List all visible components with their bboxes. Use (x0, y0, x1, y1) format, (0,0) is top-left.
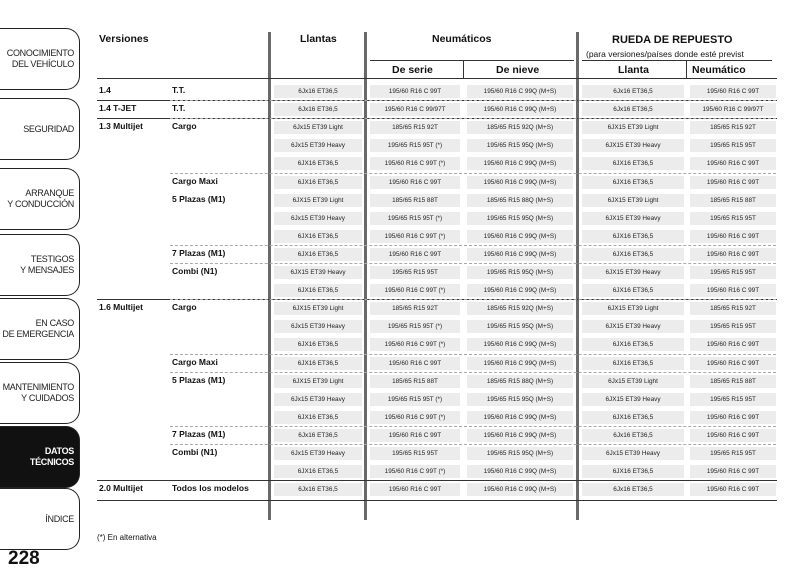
table-cell: 6JX16 ET36,5 (582, 176, 684, 189)
column-divider (364, 32, 367, 520)
rueda-underline (582, 60, 772, 61)
table-cell: 6JX16 ET36,5 (274, 465, 362, 478)
tab-testigos-y-mensajes[interactable]: TESTIGOS Y MENSAJES (0, 234, 80, 296)
neumaticos-underline (370, 60, 574, 61)
table-cell: 195/60 R16 C 99T (690, 357, 776, 370)
table-cell: 6Jx16 ET36,5 (582, 85, 684, 98)
table-cell: 6JX15 ET39 Heavy (582, 212, 684, 225)
header-rueda-llanta: Llanta (618, 64, 649, 76)
engine-label: 1.4 (99, 85, 111, 95)
engine-label: 1.3 Multijet (99, 121, 143, 132)
row-separator (170, 372, 776, 373)
table-cell: 195/60 R16 C 99T (*) (370, 230, 460, 243)
table-cell: 195/65 R15 95Q (M+S) (467, 447, 573, 460)
table-cell: 195/60 R16 C 99Q (M+S) (467, 176, 573, 189)
table-cell: 6JX16 ET36,5 (582, 338, 684, 351)
table-cell: 6Jx15 ET39 Light (582, 375, 684, 388)
table-cell: 195/65 R15 95Q (M+S) (467, 320, 573, 333)
tab-arranque-y-conducción[interactable]: ARRANQUE Y CONDUCCIÓN (0, 168, 80, 230)
table-cell: 6JX16 ET36,5 (274, 176, 362, 189)
table-cell: 195/60 R16 C 99T (370, 483, 460, 496)
table-cell: 195/60 R16 C 99T (690, 176, 776, 189)
table-cell: 195/65 R15 95Q (M+S) (467, 139, 573, 152)
table-cell: 185/65 R15 88Q (M+S) (467, 194, 573, 207)
tab-seguridad[interactable]: SEGURIDAD (0, 98, 80, 160)
table-cell: 195/60 R16 C 99T (690, 338, 776, 351)
row-separator (170, 263, 776, 264)
table-cell: 185/65 R15 92T (370, 302, 460, 315)
table-bottom-line (97, 500, 777, 501)
model-label: Cargo (172, 121, 197, 132)
row-separator (170, 100, 776, 101)
table-cell: 6JX16 ET36,5 (582, 284, 684, 297)
table-cell: 6Jx15 ET39 Heavy (582, 447, 684, 460)
header-de-nieve: De nieve (496, 64, 540, 76)
table-cell: 195/60 R16 C 99T (690, 411, 776, 424)
table-cell: 6Jx15 ET39 Light (274, 121, 362, 134)
table-cell: 6JX16 ET36,5 (274, 284, 362, 297)
table-cell: 195/65 R15 95T (690, 320, 776, 333)
table-cell: 195/60 R16 C 99/97T (370, 103, 460, 116)
table-cell: 6Jx15 ET39 Heavy (274, 212, 362, 225)
table-cell: 6JX15 ET39 Light (274, 302, 362, 315)
table-cell: 195/60 R16 C 99T (370, 357, 460, 370)
table-cell: 195/65 R15 95T (370, 447, 460, 460)
table-cell: 185/65 R15 88T (370, 194, 460, 207)
table-cell: 6Jx16 ET36,5 (582, 483, 684, 496)
header-rueda-repuesto: RUEDA DE REPUESTO (612, 34, 733, 46)
table-cell: 195/65 R15 95T (*) (370, 320, 460, 333)
table-cell: 6JX15 ET39 Heavy (582, 266, 684, 279)
subheader-divider (686, 60, 687, 78)
table-cell: 6JX15 ET39 Heavy (274, 266, 362, 279)
table-cell: 6JX15 ET39 Light (274, 194, 362, 207)
table-cell: 6JX16 ET36,5 (582, 411, 684, 424)
header-de-serie: De serie (392, 64, 433, 76)
table-cell: 195/60 R16 C 99Q (M+S) (467, 248, 573, 261)
table-cell: 195/65 R15 95T (*) (370, 139, 460, 152)
row-separator (170, 245, 776, 246)
model-label: 5 Plazas (M1) (172, 193, 226, 204)
table-cell: 185/65 R15 92T (690, 121, 776, 134)
table-cell: 195/60 R16 C 99Q (M+S) (467, 230, 573, 243)
table-cell: 6Jx16 ET36,5 (582, 103, 684, 116)
table-cell: 195/60 R16 C 99T (370, 85, 460, 98)
model-label: 7 Plazas (M1) (172, 247, 226, 258)
table-cell: 195/60 R16 C 99Q (M+S) (467, 85, 573, 98)
header-versiones: Versiones (99, 33, 149, 45)
row-separator (170, 354, 776, 355)
table-cell: 195/65 R15 95T (690, 212, 776, 225)
table-cell: 195/60 R16 C 99T (370, 176, 460, 189)
engine-label: 1.4 T-JET (99, 103, 137, 114)
column-divider (576, 32, 579, 520)
table-cell: 195/65 R15 95T (*) (370, 212, 460, 225)
table-cell: 195/65 R15 95T (*) (370, 393, 460, 406)
header-neumaticos: Neumáticos (432, 33, 492, 45)
row-separator (170, 173, 776, 174)
table-cell: 185/65 R15 88T (690, 194, 776, 207)
table-cell: 195/60 R16 C 99Q (M+S) (467, 338, 573, 351)
table-cell: 195/60 R16 C 99T (370, 248, 460, 261)
table-cell: 6JX15 ET39 Heavy (582, 320, 684, 333)
table-cell: 195/65 R15 95Q (M+S) (467, 393, 573, 406)
table-cell: 6Jx16 ET36,5 (582, 429, 684, 442)
model-label: Cargo Maxi (172, 356, 218, 367)
table-cell: 185/65 R15 88T (370, 375, 460, 388)
table-cell: 6JX16 ET36,5 (274, 248, 362, 261)
table-cell: 6JX16 ET36,5 (582, 357, 684, 370)
model-label: Cargo (172, 302, 197, 313)
table-cell: 6JX15 ET39 Light (582, 302, 684, 315)
table-cell: 195/60 R16 C 99T (690, 248, 776, 261)
table-cell: 6JX16 ET36,5 (582, 230, 684, 243)
table-cell: 195/60 R16 C 99T (370, 429, 460, 442)
table-cell: 6Jx15 ET39 Heavy (274, 447, 362, 460)
subheader-divider (463, 60, 464, 78)
table-cell: 195/60 R16 C 99Q (M+S) (467, 157, 573, 170)
table-cell: 185/65 R15 88Q (M+S) (467, 375, 573, 388)
model-label: T.T. (172, 103, 186, 114)
table-cell: 185/65 R15 92Q (M+S) (467, 302, 573, 315)
table-cell: 195/60 R16 C 99Q (M+S) (467, 284, 573, 297)
table-cell: 185/65 R15 88T (690, 375, 776, 388)
table-cell: 195/65 R15 95Q (M+S) (467, 266, 573, 279)
model-label: 5 Plazas (M1) (172, 374, 226, 385)
table-cell: 195/65 R15 95T (690, 447, 776, 460)
row-separator (170, 444, 776, 445)
model-label: Combi (N1) (172, 266, 218, 276)
table-cell: 6Jx16 ET36,5 (274, 103, 362, 116)
table-cell: 195/60 R16 C 99T (690, 230, 776, 243)
table-cell: 195/60 R16 C 99T (690, 284, 776, 297)
table-cell: 6JX16 ET36,5 (274, 338, 362, 351)
table-cell: 195/60 R16 C 99Q (M+S) (467, 483, 573, 496)
row-separator (170, 118, 776, 119)
engine-label: 2.0 Multijet (99, 483, 143, 494)
table-cell: 6Jx16 ET36,5 (274, 85, 362, 98)
table-cell: 185/65 R15 92T (690, 302, 776, 315)
table-cell: 195/60 R16 C 99T (*) (370, 465, 460, 478)
table-cell: 195/60 R16 C 99Q (M+S) (467, 411, 573, 424)
tab-índice[interactable]: ÍNDICE (0, 488, 80, 550)
model-label: Combi (N1) (172, 447, 218, 457)
table-cell: 195/60 R16 C 99T (690, 483, 776, 496)
table-cell: 195/60 R16 C 99Q (M+S) (467, 103, 573, 116)
model-label: Todos los modelos (172, 483, 249, 494)
table-cell: 195/60 R16 C 99T (690, 85, 776, 98)
table-cell: 195/60 R16 C 99T (*) (370, 284, 460, 297)
table-cell: 6JX16 ET36,5 (274, 357, 362, 370)
table-cell: 195/65 R15 95T (690, 393, 776, 406)
table-cell: 6JX16 ET36,5 (274, 411, 362, 424)
table-cell: 6JX15 ET39 Heavy (582, 139, 684, 152)
table-cell: 6JX15 ET39 Light (582, 121, 684, 134)
table-cell: 6Jx15 ET39 Heavy (274, 320, 362, 333)
table-cell: 195/60 R16 C 99T (690, 157, 776, 170)
header-llantas: Llantas (300, 33, 337, 45)
header-bottom-line (97, 78, 777, 79)
table-cell: 195/60 R16 C 99T (*) (370, 411, 460, 424)
header-rueda-neumatico: Neumático (692, 64, 746, 76)
tab-datos-técnicos[interactable]: DATOS TÉCNICOS (0, 426, 80, 488)
footnote: (*) En alternativa (97, 533, 157, 542)
table-cell: 6Jx15 ET39 Heavy (274, 139, 362, 152)
row-separator (170, 299, 776, 300)
table-cell: 6Jx15 ET39 Heavy (274, 393, 362, 406)
table-cell: 195/65 R15 95T (690, 139, 776, 152)
table-cell: 195/60 R16 C 99T (690, 429, 776, 442)
engine-label: 1.6 Multijet (99, 302, 143, 313)
table-cell: 195/65 R15 95T (370, 266, 460, 279)
row-separator (170, 426, 776, 427)
table-cell: 195/60 R16 C 99Q (M+S) (467, 429, 573, 442)
table-cell: 6JX16 ET36,5 (274, 157, 362, 170)
column-divider (268, 32, 271, 520)
table-cell: 195/60 R16 C 99/97T (690, 103, 776, 116)
table-cell: 6Jx16 ET36,5 (274, 429, 362, 442)
header-rueda-subtitle: (para versiones/países donde esté previst (586, 49, 744, 59)
model-label: 7 Plazas (M1) (172, 428, 226, 439)
table-cell: 195/60 R16 C 99Q (M+S) (467, 465, 573, 478)
group-separator (97, 480, 777, 481)
model-label: T.T. (172, 85, 186, 95)
tab-en-caso-de-emergencia[interactable]: EN CASO DE EMERGENCIA (0, 298, 80, 360)
table-cell: 195/60 R16 C 99Q (M+S) (467, 357, 573, 370)
tab-conocimiento-del-vehículo[interactable]: CONOCIMIENTO DEL VEHÍCULO (0, 28, 80, 90)
model-label: Cargo Maxi (172, 175, 218, 186)
table-cell: 195/65 R15 95Q (M+S) (467, 212, 573, 225)
table-cell: 6JX16 ET36,5 (274, 230, 362, 243)
table-cell: 195/65 R15 95T (690, 266, 776, 279)
table-cell: 6JX16 ET36,5 (582, 465, 684, 478)
table-cell: 195/60 R16 C 99T (*) (370, 338, 460, 351)
table-cell: 195/60 R16 C 99T (*) (370, 157, 460, 170)
table-cell: 195/60 R16 C 99T (690, 465, 776, 478)
table-cell: 6JX15 ET39 Light (582, 194, 684, 207)
table-cell: 185/65 R15 92Q (M+S) (467, 121, 573, 134)
page-number: 228 (8, 548, 40, 569)
table-cell: 6JX16 ET36,5 (582, 157, 684, 170)
table-cell: 6Jx16 ET36,5 (274, 483, 362, 496)
table-cell: 6JX15 ET39 Heavy (582, 393, 684, 406)
tab-mantenimiento-y-cuidados[interactable]: MANTENIMIENTO Y CUIDADOS (0, 362, 80, 424)
table-cell: 185/65 R15 92T (370, 121, 460, 134)
table-cell: 6JX15 ET39 Light (274, 375, 362, 388)
table-cell: 6JX16 ET36,5 (582, 248, 684, 261)
